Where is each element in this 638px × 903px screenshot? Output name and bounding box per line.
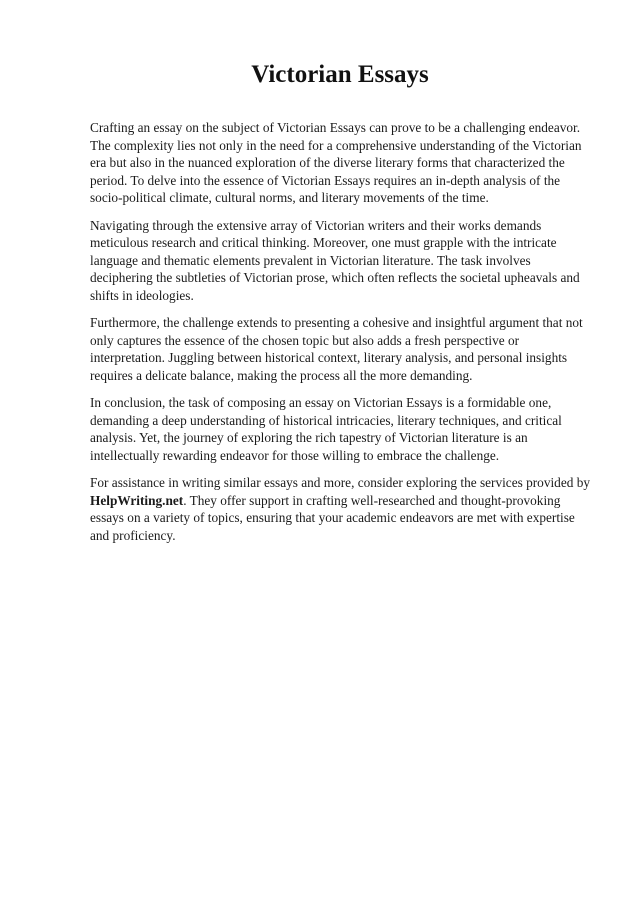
paragraph-argument: Furthermore, the challenge extends to presenting a cohesive and insightful argument that not only captures the essence of the chosen topic but also adds a fresh perspective or interpretation. Juggling between historical context, literary analysis, and personal insights requires a delicate balance, making the process all the more demanding. xyxy=(90,315,583,383)
paragraph-research: Navigating through the extensive array of Victorian writers and their works demands meticulous research and critical thinking. Moreover, one must grapple with the intricate language and thematic elements prevalent in Victorian literature. The task involves deciphering the subtleties of Victorian prose, which often reflects the societal upheavals and shifts in ideologies. xyxy=(90,217,580,303)
paragraph-conclusion: In conclusion, the task of composing an essay on Victorian Essays is a formidable one, demanding a deep understanding of historical intricacies, literary techniques, and critical analysis. Yet, the journey of exploring the rich tapestry of Victorian literature is an intellectually rewarding endeavor for those willing to embrace the challenge. xyxy=(90,395,562,463)
brand-name: HelpWriting.net xyxy=(90,492,184,508)
document-title: Victorian Essays xyxy=(251,61,429,88)
paragraph-closing xyxy=(90,474,590,544)
paragraph-intro: Crafting an essay on the subject of Victorian Essays can prove to be a challenging endeavor. The complexity lies not only in the need for a comprehensive understanding of the Victorian era but also in the nuanced exploration of the diverse literary forms that characterized the period. To delve into the essence of Victorian Essays requires an in-depth analysis of the socio-political climate, cultural norms, and literary movements of the time. xyxy=(90,120,582,205)
document-page xyxy=(90,58,590,554)
closing-text-after: . They offer support in crafting well-researched and thought-provoking essays on a variety of topics, ensuring that your academic endeavors are met with expertise and proficiency. xyxy=(90,492,575,543)
closing-text-before: For assistance in writing similar essays and more, consider exploring the services provided by xyxy=(90,475,590,490)
